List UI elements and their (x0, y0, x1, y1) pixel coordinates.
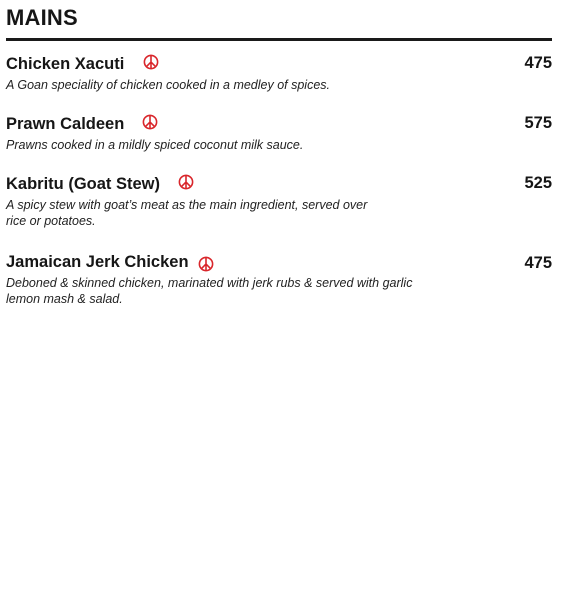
peace-sign-icon (143, 54, 159, 70)
menu-item-price: 575 (524, 114, 552, 132)
menu-item (6, 251, 552, 307)
menu-item-price: 475 (524, 54, 552, 72)
menu-item-header (6, 173, 552, 195)
menu-item-price: 525 (524, 174, 552, 192)
description-line: A spicy stew with goat’s meat as the main ingredient, served over (6, 198, 368, 212)
menu-item-header (6, 113, 552, 135)
menu-item-name: Prawn Caldeen (6, 115, 125, 133)
menu-item-description (6, 138, 426, 154)
description-line: Deboned & skinned chicken, marinated with jerk rubs & served with garlic (6, 276, 413, 290)
menu-item-name: Chicken Xacuti (6, 55, 125, 73)
section-title: MAINS (6, 5, 78, 30)
menu-item-name: Kabritu (Goat Stew) (6, 175, 161, 193)
menu-item-description (6, 276, 426, 307)
menu-item-price: 475 (524, 254, 552, 272)
menu-item-header (6, 53, 552, 75)
menu-item-description (6, 78, 426, 94)
description-line: Prawns cooked in a mildly spiced coconut milk sauce. (6, 138, 304, 152)
description-line: lemon mash & salad. (6, 291, 123, 306)
peace-sign-icon (178, 174, 194, 190)
menu-item (6, 53, 552, 94)
description-line: rice or potatoes. (6, 213, 96, 228)
peace-sign-icon (142, 114, 158, 130)
menu-item-description (6, 198, 426, 229)
description-line: A Goan speciality of chicken cooked in a medley of spices. (6, 78, 331, 92)
section-divider (6, 38, 552, 41)
menu-item-name: Jamaican Jerk Chicken (6, 253, 189, 271)
menu-item (6, 173, 552, 229)
peace-sign-icon (198, 256, 214, 272)
menu-item (6, 113, 552, 154)
menu-item-header (6, 251, 552, 273)
